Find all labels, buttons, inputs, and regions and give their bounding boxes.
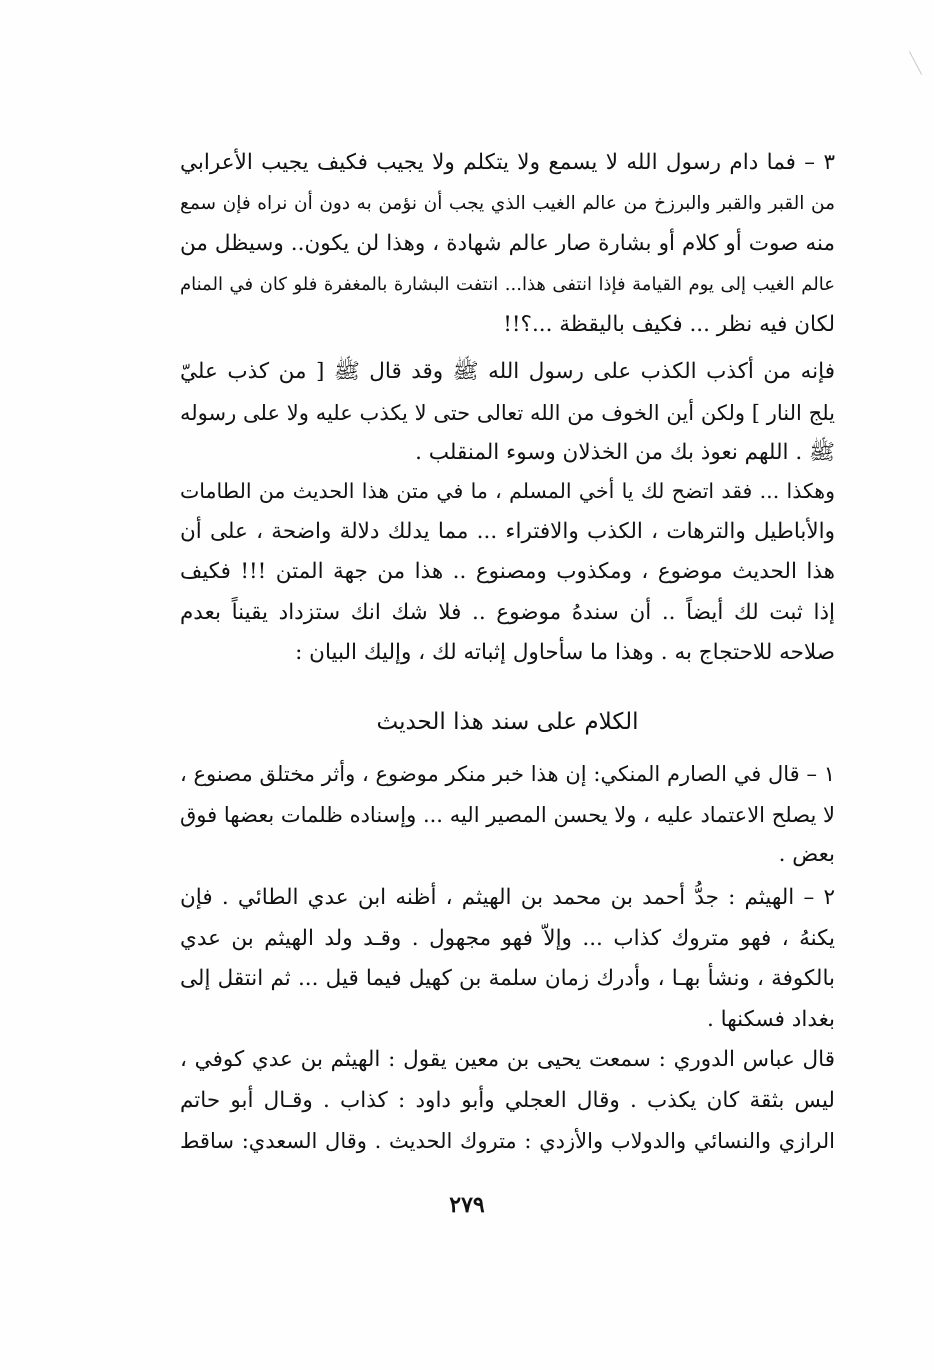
paragraph-3 (180, 471, 835, 674)
scan-artifact-mark (909, 51, 922, 74)
paragraph-line: ليس بثقة كان يكذب . وقال العجلي وأبو داود : كذاب . وقـال أبو حاتم (180, 1087, 835, 1113)
paragraph-line: لا يصلح الاعتماد عليه ، ولا يحسن المصير اليه ... وإسناده ظلمات بعضها فوق (180, 802, 835, 827)
paragraph-line: صلاحه للاحتجاج به . وهذا ما سأحاول إثباته لك ، وإليك البيان : (295, 640, 835, 665)
paragraph-line: منه صوت أو كلام أو بشارة صار عالم شهادة ، وهذا لن يكون.. وسيظل من (180, 231, 835, 256)
paragraph-line: فإنه من أكذب الكذب على رسول الله ﷺ وقد قال ﷺ [ من كذب عليّ (180, 359, 835, 384)
page-number: ٢٧٩ (449, 1192, 485, 1218)
paragraph-line: هذا الحديث موضوع ، ومكذوب ومصنوع .. هذا من جهة المتن !!! فكيف (180, 559, 835, 584)
paragraph-6 (180, 1040, 835, 1162)
paragraph-line: يلج النار ] ولكن أين الخوف من الله تعالى حتى لا يكذب عليه ولا على رسوله (180, 400, 835, 425)
paragraph-line: من القبر والقبر والبرزخ من عالم الغيب الذي يجب أن نؤمن به دون أن نراه فإن سمع (180, 192, 835, 214)
paragraph-line: إذا ثبت لك أيضاً .. أن سندهُ موضوع .. فلا شك انك ستزداد يقيناً بعدم (180, 599, 835, 625)
paragraph-line: قال عباس الدوري : سمعت يحيى بن معين يقول : الهيثم بن عدي كوفي ، (180, 1047, 835, 1072)
paragraph-line: ٢ – الهيثم : جدُّ أحمد بن محمد بن الهيثم ، أظنه ابن عدي الطائي . فإن (180, 885, 835, 910)
paragraph-line: بالكوفة ، ونشأ بهـا ، وأدرك زمان سلمة بن كهيل فيما قيل ... ثم انتقل إلى (180, 966, 835, 991)
paragraph-line: بغداد فسكنها . (707, 1006, 835, 1032)
paragraph-line: ١ – قال في الصارم المنكي: إن هذا خبر منكر موضوع ، وأثر مختلق مصنوع ، (180, 762, 835, 786)
paragraph-line: عالم الغيب إلى يوم القيامة فإذا انتفى هذا... انتفت البشارة بالمغفرة فلو كان في المنام (180, 273, 835, 295)
paragraph-line: ﷺ . اللهم نعوذ بك من الخذلان وسوء المنقلب . (415, 440, 835, 465)
section-heading: الكلام على سند هذا الحديث (376, 709, 639, 735)
paragraph-5 (180, 878, 835, 1040)
paragraph-line: وهكذا ... فقد اتضح لك يا أخي المسلم ، ما في متن هذا الحديث من الطامات (180, 479, 835, 503)
paragraph-2 (180, 352, 835, 474)
paragraph-line: ٣ – فما دام رسول الله لا يسمع ولا يتكلم ولا يجيب فكيف يجيب الأعرابي (180, 150, 835, 175)
paragraph-1 (180, 143, 835, 346)
paragraph-line: والأباطيل والترهات ، الكذب والافتراء ... مما يدلك دلالة واضحة ، على أن (180, 518, 835, 544)
paragraph-line: يكنهُ ، فهو متروك كذاب ... وإلاّ فهو مجهول . وقـد ولد الهيثم بن عدي (180, 925, 835, 951)
paragraph-line: بعض . (778, 842, 835, 867)
paragraph-line: لكان فيه نظر ... فكيف باليقظة ...؟!! (503, 312, 835, 337)
paragraph-4 (180, 754, 835, 876)
paragraph-line: الرازي والنسائي والدولاب والأزدي : متروك الحديث . وقال السعدي: ساقط (180, 1129, 835, 1153)
